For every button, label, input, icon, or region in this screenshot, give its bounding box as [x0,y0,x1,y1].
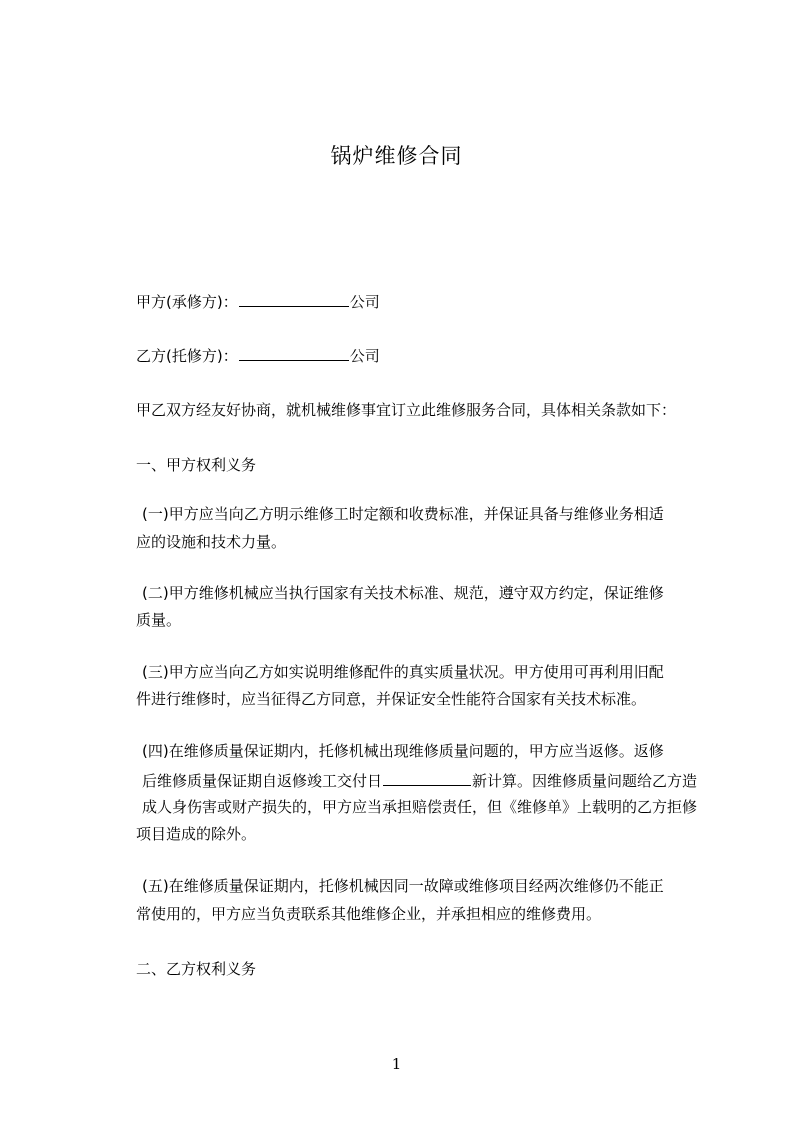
section-heading-party-b: 二、乙方权利义务 [136,960,257,978]
party-b-label: 乙方(托修方)： [136,347,238,365]
clause-4-line-1: (四)在维修质量保证期内，托修机械出现维修质量问题的，甲方应当返修。返修 [142,742,664,760]
party-a-label: 甲方(承修方)： [136,293,238,311]
clause-5-line-2: 常使用的，甲方应当负责联系其他维修企业，并承担相应的维修费用。 [136,905,602,923]
clause-1-line-1: (一)甲方应当向乙方明示维修工时定额和收费标准，并保证具备与维修业务相适 [142,505,664,523]
section-heading-party-a: 一、甲方权利义务 [136,456,257,474]
page-number: 1 [391,1055,402,1073]
clause-4-line-3: 成人身伤害或财产损失的，甲方应当承担赔偿责任，但《维修单》上载明的乙方拒修 [142,798,698,816]
clause-4-line-2-before: 后维修质量保证期自返修竣工交付日 [142,772,383,790]
clause-1-line-2: 应的设施和技术力量。 [136,533,287,551]
clause-3-line-2: 件进行维修时，应当征得乙方同意，并保证安全性能符合国家有关技术标准。 [136,690,647,708]
party-b-blank [239,345,349,361]
intro-paragraph: 甲乙双方经友好协商，就机械维修事宜订立此维修服务合同，具体相关条款如下： [136,401,677,419]
completion-date-blank [383,770,471,786]
party-a-suffix: 公司 [349,293,380,311]
party-a-line [136,291,380,311]
clause-2-line-2: 质量。 [136,611,182,629]
clause-4-line-2-after: 新计算。因维修质量问题给乙方造 [472,772,698,790]
party-a-blank [239,291,349,307]
clause-5-line-1: (五)在维修质量保证期内，托修机械因同一故障或维修项目经两次维修仍不能正 [142,877,664,895]
clause-4-line-4: 项目造成的除外。 [136,825,257,843]
clause-2-line-1: (二)甲方维修机械应当执行国家有关技术标准、规范，遵守双方约定，保证维修 [142,584,664,602]
document-title: 锅炉维修合同 [330,144,463,168]
party-b-line [136,345,380,365]
clause-4-line-2 [142,770,697,790]
clause-3-line-1: (三)甲方应当向乙方如实说明维修配件的真实质量状况。甲方使用可再利用旧配 [142,663,664,681]
party-b-suffix: 公司 [349,347,380,365]
